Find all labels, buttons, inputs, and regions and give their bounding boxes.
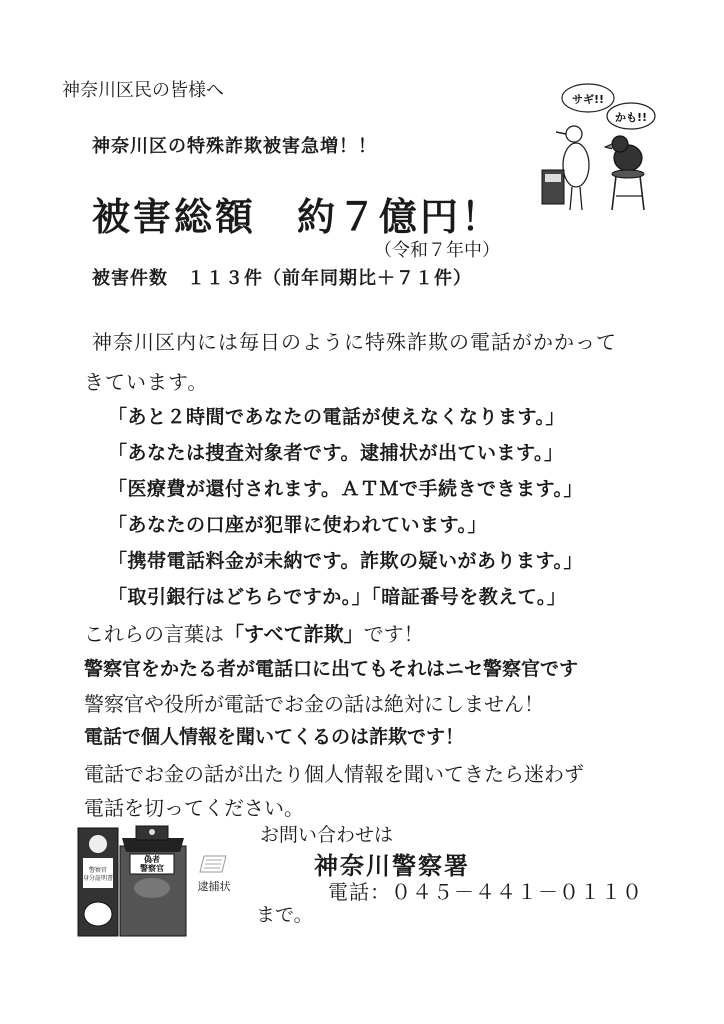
body-line-1: 神奈川区内には毎日のように特殊詐欺の電話がかかって (92, 330, 617, 354)
personal-info-warning: 電話で個人情報を聞いてくるのは詐欺です！ (84, 726, 465, 748)
all-scam-line (84, 618, 424, 647)
scam-quote: 「医療費が還付されます。ＡＴＭで手続きできます。」 (108, 478, 583, 500)
advice-line-1: 電話でお金の話が出たり個人情報を聞いてきたら迷わず (84, 762, 584, 786)
period: （令和７年中） (374, 240, 500, 261)
never-money-notice: 警察官や役所が電話でお金の話は絶対にしません！ (84, 692, 544, 716)
body-line-2: きています。 (84, 370, 209, 394)
heron-icon (563, 143, 589, 187)
fake-police-warning: 警察官をかたる者が電話口に出てもそれはニセ警察官です (84, 658, 579, 680)
bubble-right-text: かも!! (614, 111, 648, 124)
contact-closing: まで。 (256, 904, 313, 926)
all-scam-prefix: これらの言葉は (84, 622, 224, 646)
bubble-left-text: サギ!! (571, 93, 605, 106)
total-damage: 被害総額 約７億円！ (92, 195, 503, 239)
scam-quote: 「取引銀行はどちらですか。」「暗証番号を教えて。」 (108, 586, 567, 608)
stool-icon (612, 170, 644, 178)
headline: 神奈川区の特殊詐欺被害急増！！ (92, 136, 377, 157)
case-count: 被害件数 １１３件（前年同期比＋７１件） (92, 268, 472, 289)
fake-police-illustration (76, 822, 248, 940)
id-card-text: 警察官身分証明書 (82, 867, 114, 882)
contact-intro: お問い合わせは (260, 824, 394, 846)
svg-text:偽者警察官: 偽者警察官 (140, 855, 164, 873)
greeting: 神奈川区民の皆様へ (62, 80, 224, 101)
warrant-label: 逮捕状 (197, 880, 231, 893)
advice-line-2: 電話を切ってください。 (84, 796, 304, 820)
scam-quote: 「あと２時間であなたの電話が使えなくなります。」 (108, 406, 565, 428)
scam-quote: 「あなたの口座が犯罪に使われています。」 (108, 514, 487, 536)
police-station-name: 神奈川警察署 (314, 852, 470, 880)
phone-number: 電話：０４５－４４１－０１１０ (328, 880, 643, 904)
scam-quote: 「あなたは捜査対象者です。逮捕状が出ています。」 (108, 442, 564, 464)
birds-atm-illustration (536, 70, 664, 220)
all-scam-suffix: です！ (363, 622, 424, 646)
scam-quote: 「携帯電話料金が未納です。詐欺の疑いがあります。」 (108, 550, 583, 572)
all-scam-emphasis: 「すべて詐欺」 (224, 622, 364, 646)
arrest-warrant-icon (200, 856, 226, 872)
